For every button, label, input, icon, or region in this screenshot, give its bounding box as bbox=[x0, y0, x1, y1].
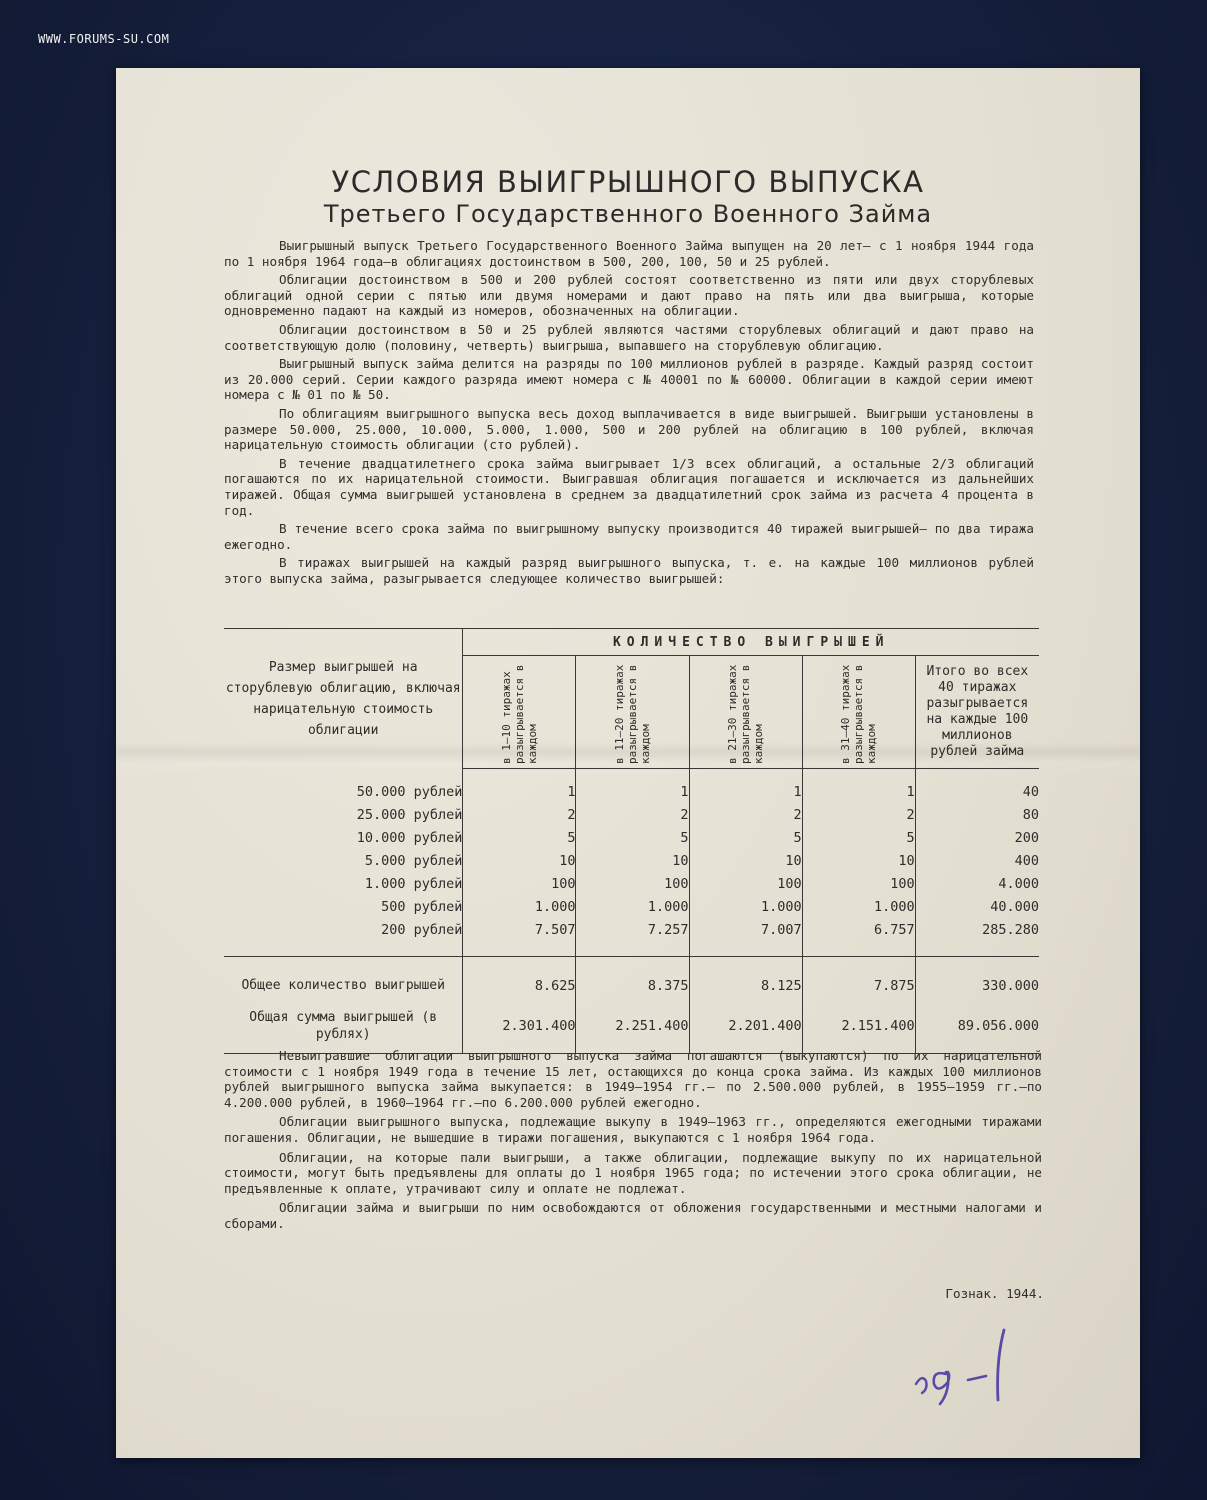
total-cell: 40 bbox=[915, 769, 1039, 804]
cell: 7.507 bbox=[463, 919, 576, 957]
total-cell: 285.280 bbox=[915, 919, 1039, 957]
table-row bbox=[224, 896, 1039, 919]
summary-sum-row bbox=[224, 999, 1039, 1054]
cell: 1.000 bbox=[689, 896, 802, 919]
handwritten-pencil-mark bbox=[904, 1322, 1054, 1412]
site-watermark: WWW.FORUMS-SU.COM bbox=[38, 32, 170, 46]
cell: 2 bbox=[463, 804, 576, 827]
table-row bbox=[224, 804, 1039, 827]
cell: 5 bbox=[576, 827, 689, 850]
cell: 6.757 bbox=[802, 919, 915, 957]
document-title: УСЛОВИЯ ВЫИГРЫШНОГО ВЫПУСКА bbox=[331, 165, 925, 199]
document-subtitle: Третьего Государственного Военного Займа bbox=[323, 200, 933, 228]
cell: 1.000 bbox=[463, 896, 576, 919]
cell: 7.875 bbox=[802, 956, 915, 999]
printer-imprint: Гознак. 1944. bbox=[945, 1286, 1044, 1301]
prize-label: 1.000 рублей bbox=[364, 876, 463, 892]
column-header-draws-1-10: в 1—10 тиражах разыгрывается в каждом bbox=[463, 656, 576, 769]
column-header-draws-31-40: в 31—40 тиражах разыгрывается в каждом bbox=[802, 656, 915, 769]
table-row bbox=[224, 827, 1039, 850]
cell: 5 bbox=[802, 827, 915, 850]
prize-label: 25.000 рублей bbox=[356, 807, 463, 823]
redemption-text bbox=[224, 1048, 1042, 1236]
winnings-table bbox=[224, 628, 1039, 1054]
prize-label: 500 рублей bbox=[381, 899, 463, 915]
total-cell: 330.000 bbox=[915, 956, 1039, 999]
column-header-total: Итого во всех 40 тиражах разыгрывается на каждые 100 миллионов рублей займа bbox=[915, 656, 1039, 769]
paragraph: Невыигравшие облигации выигрышного выпуска займа погашаются (выкупаются) по их нарицательной стоимости с 1 ноября 1949 года в течение 15 лет, остающихся до конца срока займа. Из каждых 100 миллионов рублей выигрышного выпуска займа выкупается: в 1949—1954 гг.— по 2.500.000 рублей, в 1955—1959 гг.—по 4.200.000 рублей, в 1960—1964 гг.—по 6.200.000 рублей ежегодно. bbox=[224, 1048, 1042, 1110]
paragraph: Облигации достоинством в 500 и 200 рублей состоят соответственно из пяти или двух сторублевых облигаций одной серии с пятью или двумя номерами и дают право на пять или два выигрыша, которые одновременно падают на каждый из номеров, обозначенных на облигации. bbox=[224, 272, 1034, 319]
paragraph: Облигации выигрышного выпуска, подлежащие выкупу в 1949—1963 гг., определяются ежегодными тиражами погашения. Облигации, не вышедшие в тиражи погашения, выкупаются с 1 ноября 1964 года. bbox=[224, 1114, 1042, 1145]
paragraph: Облигации, на которые пали выигрыши, а также облигации, подлежащие выкупу по их нарицательной стоимости, могут быть предъявлены для оплаты до 1 ноября 1965 года; по истечении этого срока облигации, не предъявленные к оплате, утрачивают силу и оплате не подлежат. bbox=[224, 1149, 1042, 1196]
total-cell: 89.056.000 bbox=[915, 999, 1039, 1054]
column-header-draws-11-20: в 11—20 тиражах разыгрывается в каждом bbox=[576, 656, 689, 769]
conditions-text bbox=[224, 238, 1034, 589]
paragraph: Облигации достоинством в 50 и 25 рублей являются частями сторублевых облигаций и дают право на соответствующую долю (половину, четверть) выигрыша, выпавшего на сторублевую облигацию. bbox=[224, 321, 1034, 353]
paragraph: В течение всего срока займа по выигрышному выпуску производится 40 тиражей выигрышей— по два тиража ежегодно. bbox=[224, 521, 1034, 552]
table-row bbox=[224, 873, 1039, 896]
cell: 2.151.400 bbox=[802, 999, 915, 1054]
prize-label: 5.000 рублей bbox=[364, 853, 463, 869]
cell: 8.625 bbox=[463, 956, 576, 999]
cell: 1 bbox=[802, 769, 915, 804]
cell: 10 bbox=[576, 850, 689, 873]
prize-label: 50.000 рублей bbox=[356, 784, 463, 800]
paragraph: В тиражах выигрышей на каждый разряд выигрышного выпуска, т. е. на каждые 100 миллионов рублей этого выпуска займа, разыгрывается следующее количество выигрышей: bbox=[224, 555, 1034, 586]
total-cell: 200 bbox=[915, 827, 1039, 850]
summary-count-row bbox=[224, 956, 1039, 999]
cell: 2.251.400 bbox=[576, 999, 689, 1054]
total-cell: 40.000 bbox=[915, 896, 1039, 919]
summary-label: Общее количество выигрышей bbox=[241, 978, 445, 993]
cell: 5 bbox=[463, 827, 576, 850]
prize-label: 200 рублей bbox=[224, 919, 463, 957]
cell: 2 bbox=[802, 804, 915, 827]
prize-label: 10.000 рублей bbox=[356, 830, 463, 846]
cell: 5 bbox=[689, 827, 802, 850]
cell: 2 bbox=[576, 804, 689, 827]
table-row bbox=[224, 850, 1039, 873]
table-row bbox=[224, 919, 1039, 957]
cell: 1 bbox=[689, 769, 802, 804]
total-cell: 400 bbox=[915, 850, 1039, 873]
paragraph: Выигрышный выпуск Третьего Государственного Военного Займа выпущен на 20 лет— с 1 ноября 1944 года по 1 ноября 1964 года—в облигациях достоинством в 500, 200, 100, 50 и 25 рублей. bbox=[224, 238, 1034, 269]
table-row bbox=[224, 769, 1039, 804]
total-cell: 4.000 bbox=[915, 873, 1039, 896]
paragraph: Выигрышный выпуск займа делится на разряды по 100 миллионов рублей в разряде. Каждый разряд состоит из 20.000 серий. Серии каждого разряда имеют номера с № 40001 по № 60000. Облигации в каждой серии имеют номера с № 01 по № 50. bbox=[224, 356, 1034, 403]
cell: 7.257 bbox=[576, 919, 689, 957]
cell: 100 bbox=[802, 873, 915, 896]
cell: 8.375 bbox=[576, 956, 689, 999]
summary-label: Общая сумма выигрышей (в рублях) bbox=[224, 999, 463, 1054]
cell: 1.000 bbox=[576, 896, 689, 919]
column-header-draws-21-30: в 21—30 тиражах разыгрывается в каждом bbox=[689, 656, 802, 769]
paragraph: Облигации займа и выигрыши по ним освобождаются от обложения государственными и местными налогами и сборами. bbox=[224, 1200, 1042, 1231]
count-header: КОЛИЧЕСТВО ВЫИГРЫШЕЙ bbox=[463, 629, 1039, 656]
cell: 100 bbox=[463, 873, 576, 896]
cell: 10 bbox=[689, 850, 802, 873]
cell: 10 bbox=[802, 850, 915, 873]
cell: 1.000 bbox=[802, 896, 915, 919]
cell: 100 bbox=[689, 873, 802, 896]
total-cell: 80 bbox=[915, 804, 1039, 827]
paragraph: В течение двадцатилетнего срока займа выигрывает 1/3 всех облигаций, а остальные 2/3 облигаций погашаются по их нарицательной стоимости. Выигравшая облигация погашается и исключается из дальнейших тиражей. Общая сумма выигрышей установлена в среднем за двадцатилетний срок займа из расчета 4 процента в год. bbox=[224, 455, 1034, 518]
cell: 10 bbox=[463, 850, 576, 873]
cell: 1 bbox=[576, 769, 689, 804]
cell: 2.201.400 bbox=[689, 999, 802, 1054]
cell: 1 bbox=[463, 769, 576, 804]
cell: 2 bbox=[689, 804, 802, 827]
paragraph: По облигациям выигрышного выпуска весь доход выплачивается в виде выигрышей. Выигрыши установлены в размере 50.000, 25.000, 10.000, 5.000, 1.000, 500 и 200 рублей на облигацию в 100 рублей, включая нарицательную стоимость облигации (сто рублей). bbox=[224, 405, 1034, 453]
cell: 100 bbox=[576, 873, 689, 896]
cell: 7.007 bbox=[689, 919, 802, 957]
size-column-header: Размер выигрышей на сторублевую облигацию, включая нарицательную стоимость облигации bbox=[224, 629, 463, 769]
cell: 2.301.400 bbox=[463, 999, 576, 1054]
bond-sheet bbox=[116, 68, 1140, 1458]
cell: 8.125 bbox=[689, 956, 802, 999]
